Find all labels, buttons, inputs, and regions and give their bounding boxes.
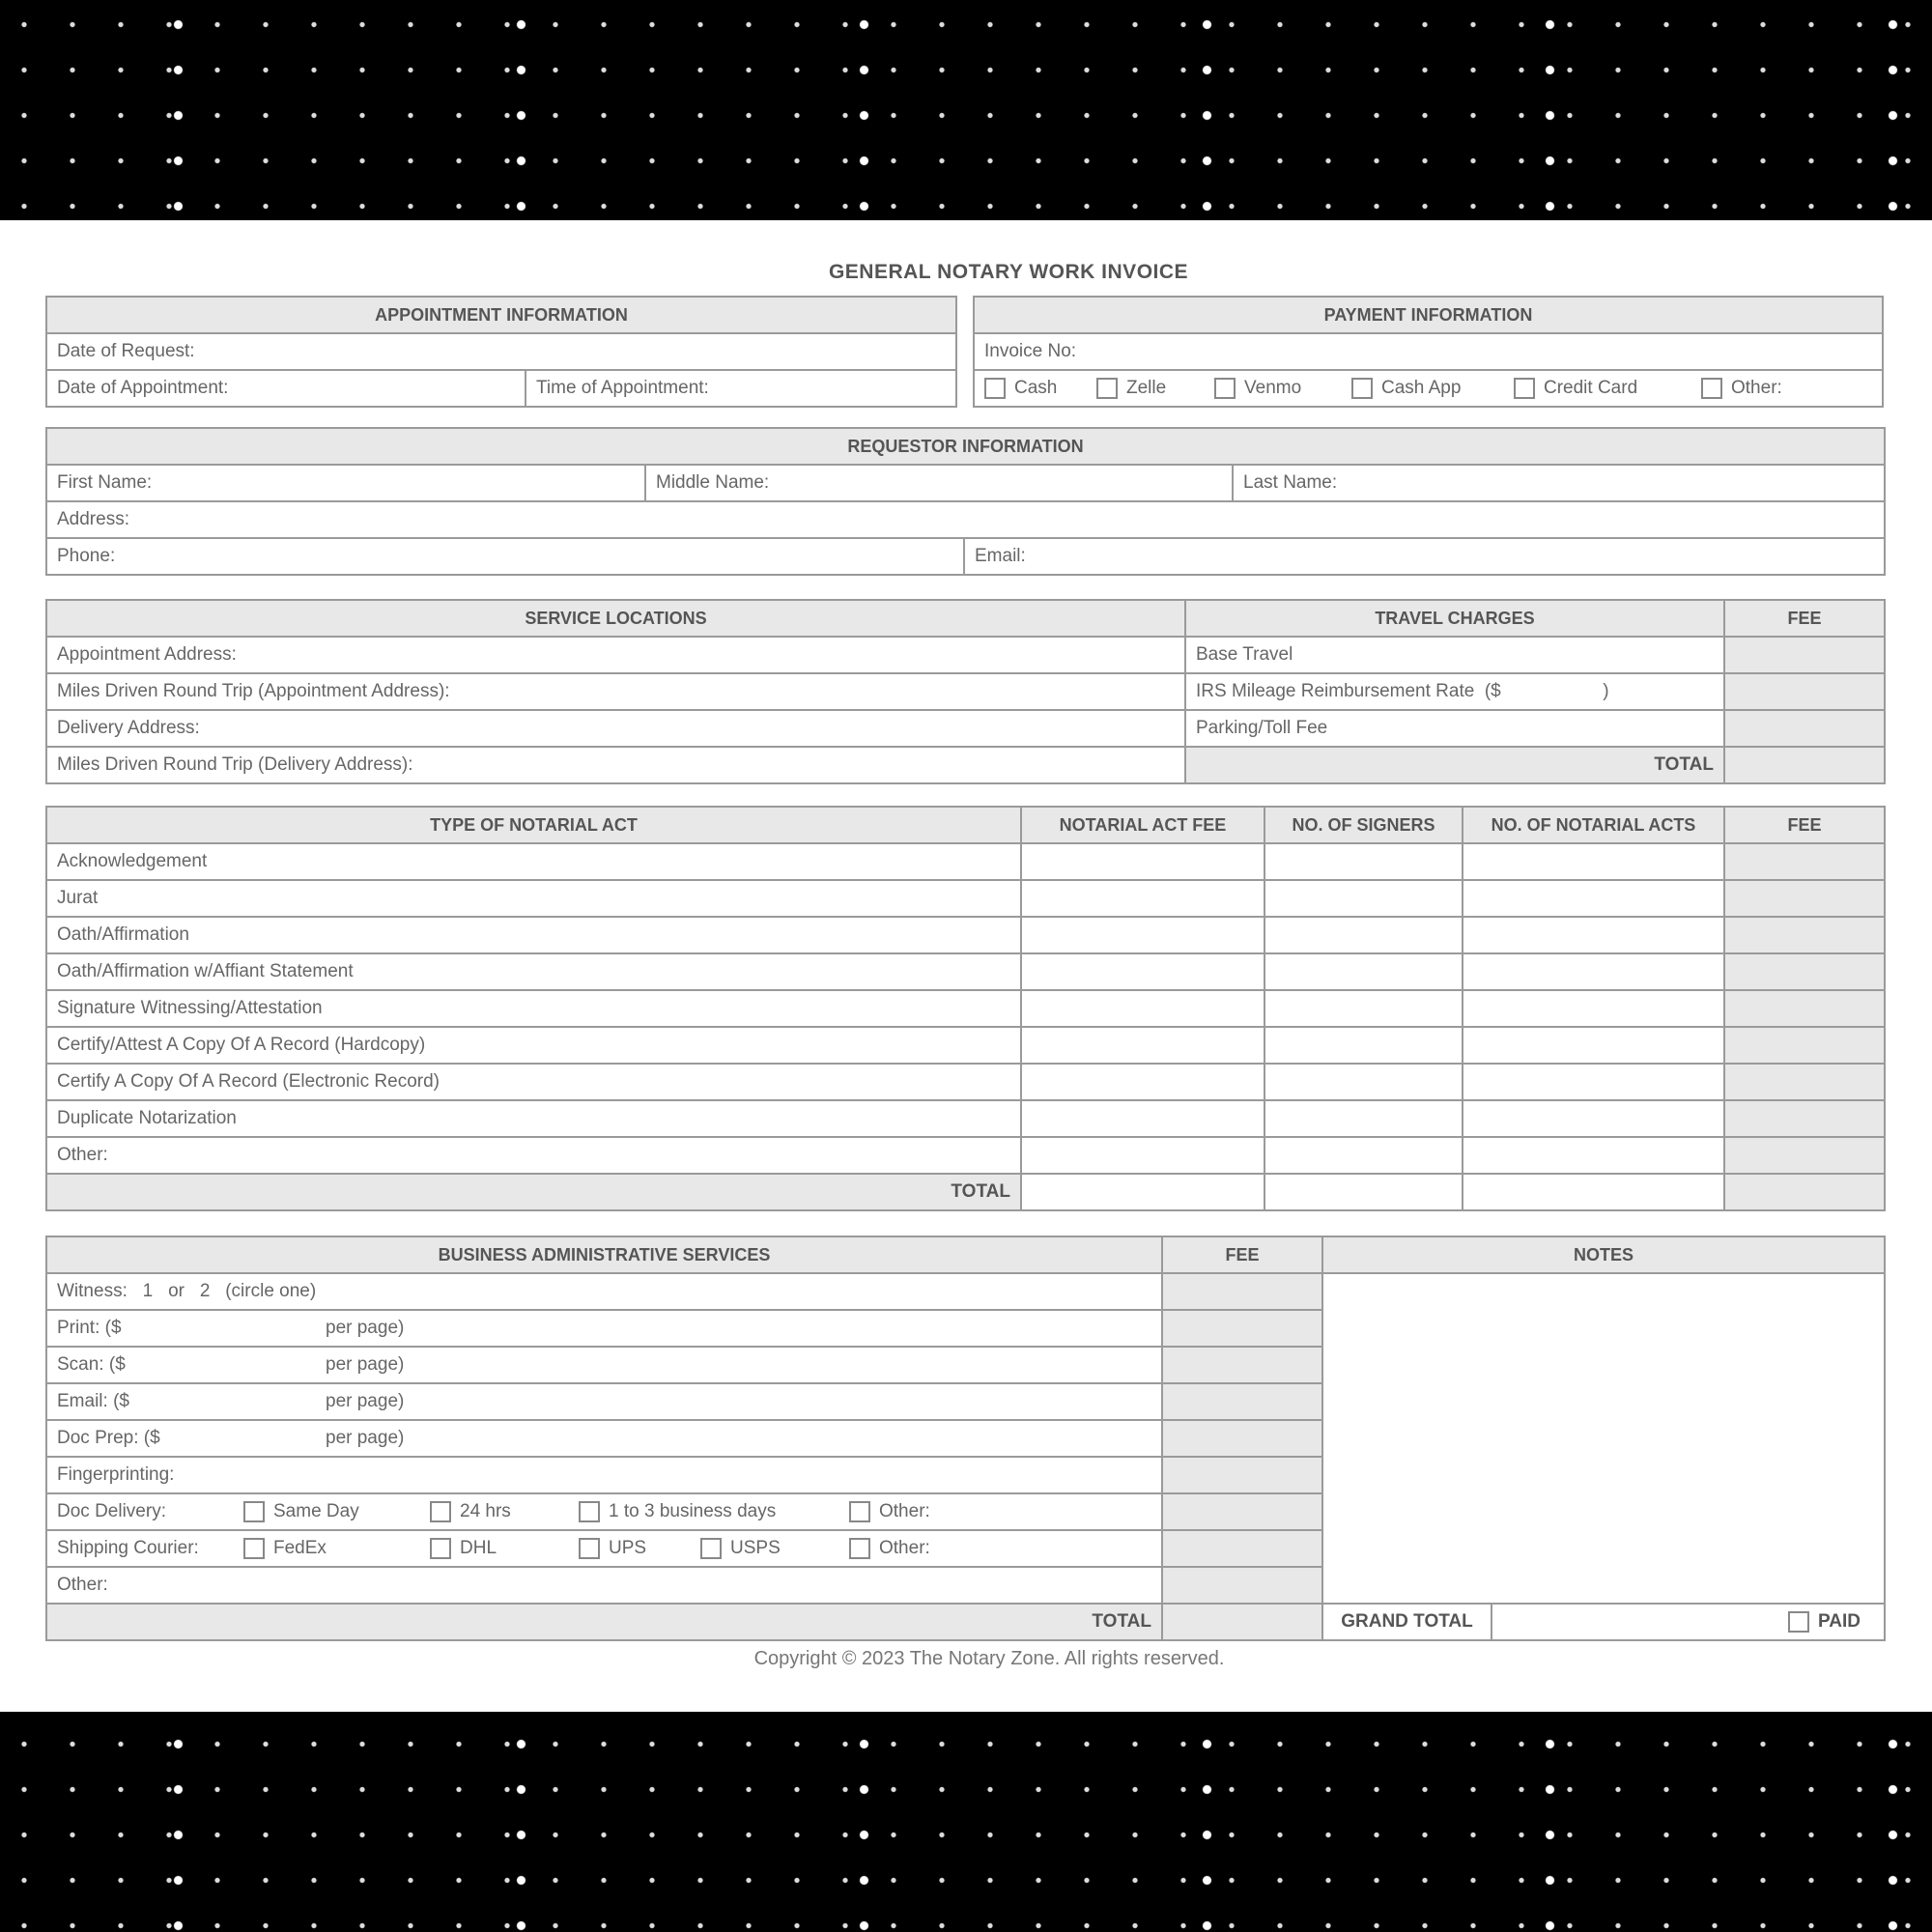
acts-count-cell[interactable]	[1463, 843, 1724, 880]
doc-delivery-row	[46, 1493, 1162, 1530]
top-dot-pattern	[0, 0, 1932, 220]
acts-count-cell[interactable]	[1463, 953, 1724, 990]
signers-cell[interactable]	[1264, 1064, 1463, 1100]
act-fee-cell[interactable]	[1021, 917, 1264, 953]
checkbox-icon[interactable]	[1701, 378, 1722, 399]
address-field[interactable]: Address:	[46, 501, 1885, 538]
fee-cell[interactable]	[1724, 1100, 1885, 1137]
fee-cell[interactable]	[1724, 880, 1885, 917]
payment-option-venmo[interactable]: Venmo	[1214, 378, 1351, 399]
act-fee-cell[interactable]	[1021, 953, 1264, 990]
act-fee-cell[interactable]	[1021, 1137, 1264, 1174]
acts-count-cell[interactable]	[1463, 917, 1724, 953]
delivery-option-1-to-3-days[interactable]: 1 to 3 business days	[579, 1501, 849, 1522]
checkbox-icon[interactable]	[700, 1538, 722, 1559]
checkbox-icon[interactable]	[849, 1538, 870, 1559]
checkbox-icon[interactable]	[579, 1538, 600, 1559]
act-type-label: Jurat	[46, 880, 1021, 917]
payment-methods-row	[974, 370, 1883, 407]
act-type-label: Acknowledgement	[46, 843, 1021, 880]
print-fee[interactable]	[1162, 1310, 1322, 1347]
shipping-option-fedex[interactable]: FedEx	[243, 1538, 430, 1559]
email-field[interactable]: Email:	[964, 538, 1885, 575]
checkbox-icon[interactable]	[1351, 378, 1373, 399]
act-type-label: Oath/Affirmation w/Affiant Statement	[46, 953, 1021, 990]
doc-delivery-fee[interactable]	[1162, 1493, 1322, 1530]
payment-option-zelle[interactable]: Zelle	[1096, 378, 1214, 399]
paid-checkbox[interactable]: PAID	[1788, 1611, 1861, 1633]
acts-count-cell[interactable]	[1463, 1027, 1724, 1064]
email-service-field[interactable]: Email: ($ per page)	[46, 1383, 1162, 1420]
signers-cell[interactable]	[1264, 843, 1463, 880]
scan-fee[interactable]	[1162, 1347, 1322, 1383]
delivery-option-24hrs[interactable]: 24 hrs	[430, 1501, 579, 1522]
invoice-number-field[interactable]: Invoice No:	[974, 333, 1883, 370]
checkbox-icon[interactable]	[849, 1501, 870, 1522]
grand-total-cell[interactable]	[1492, 1604, 1885, 1640]
acts-count-header: NO. OF NOTARIAL ACTS	[1463, 807, 1724, 843]
service-locations-table	[45, 599, 1886, 784]
signers-total[interactable]	[1264, 1174, 1463, 1210]
checkbox-icon[interactable]	[1788, 1611, 1809, 1633]
act-type-label: Certify A Copy Of A Record (Electronic Record)	[46, 1064, 1021, 1100]
appointment-table	[45, 296, 957, 408]
notarial-acts-table	[45, 806, 1886, 1211]
checkbox-icon[interactable]	[579, 1501, 600, 1522]
copyright-notice: Copyright © 2023 The Notary Zone. All rights reserved.	[753, 1648, 1225, 1669]
requestor-header: REQUESTOR INFORMATION	[46, 428, 1885, 465]
fee-cell[interactable]	[1724, 917, 1885, 953]
acts-count-cell[interactable]	[1463, 1100, 1724, 1137]
bottom-dot-pattern	[0, 1712, 1932, 1932]
invoice-title: GENERAL NOTARY WORK INVOICE	[828, 261, 1189, 283]
delivery-option-same-day[interactable]: Same Day	[243, 1501, 430, 1522]
signers-cell[interactable]	[1264, 990, 1463, 1027]
notarial-type-header: TYPE OF NOTARIAL ACT	[46, 807, 1021, 843]
notarial-total-label: TOTAL	[46, 1174, 1021, 1210]
business-other-fee[interactable]	[1162, 1567, 1322, 1604]
act-type-label: Duplicate Notarization	[46, 1100, 1021, 1137]
doc-prep-field[interactable]: Doc Prep: ($ per page)	[46, 1420, 1162, 1457]
travel-charges-header: TRAVEL CHARGES	[1185, 600, 1724, 637]
acts-count-cell[interactable]	[1463, 1064, 1724, 1100]
business-services-header: BUSINESS ADMINISTRATIVE SERVICES	[46, 1236, 1162, 1273]
notarial-fee-total[interactable]	[1724, 1174, 1885, 1210]
doc-delivery-label: Doc Delivery:	[57, 1500, 166, 1521]
date-of-request-field[interactable]: Date of Request:	[46, 333, 956, 370]
notes-header: NOTES	[1322, 1236, 1885, 1273]
irs-mileage-fee[interactable]	[1724, 673, 1885, 710]
email-service-fee[interactable]	[1162, 1383, 1322, 1420]
shipping-option-usps[interactable]: USPS	[700, 1538, 849, 1559]
signers-cell[interactable]	[1264, 1137, 1463, 1174]
parking-toll-label: Parking/Toll Fee	[1185, 710, 1724, 747]
shipping-option-dhl[interactable]: DHL	[430, 1538, 579, 1559]
act-fee-cell[interactable]	[1021, 843, 1264, 880]
requestor-table	[45, 427, 1886, 576]
signers-cell[interactable]	[1264, 917, 1463, 953]
business-total-label: TOTAL	[46, 1604, 1162, 1640]
scan-field[interactable]: Scan: ($ per page)	[46, 1347, 1162, 1383]
fingerprinting-fee[interactable]	[1162, 1457, 1322, 1493]
notarial-fee-header: FEE	[1724, 807, 1885, 843]
table-row	[46, 953, 1885, 990]
acts-count-cell[interactable]	[1463, 990, 1724, 1027]
acts-count-cell[interactable]	[1463, 1137, 1724, 1174]
payment-header: PAYMENT INFORMATION	[974, 297, 1883, 333]
travel-total-fee[interactable]	[1724, 747, 1885, 783]
signers-cell[interactable]	[1264, 1100, 1463, 1137]
acts-count-cell[interactable]	[1463, 880, 1724, 917]
payment-option-credit-card[interactable]: Credit Card	[1514, 378, 1701, 399]
appointment-address-field[interactable]: Appointment Address:	[46, 637, 1185, 673]
date-of-appointment-field[interactable]: Date of Appointment:	[46, 370, 526, 407]
signers-header: NO. OF SIGNERS	[1264, 807, 1463, 843]
act-fee-total[interactable]	[1021, 1174, 1264, 1210]
witness-field[interactable]: Witness: 1 or 2 (circle one)	[46, 1273, 1162, 1310]
witness-fee[interactable]	[1162, 1273, 1322, 1310]
table-row	[46, 1100, 1885, 1137]
fee-cell[interactable]	[1724, 1027, 1885, 1064]
act-fee-cell[interactable]	[1021, 990, 1264, 1027]
appointment-header: APPOINTMENT INFORMATION	[46, 297, 956, 333]
time-of-appointment-field[interactable]: Time of Appointment:	[526, 370, 956, 407]
act-type-label: Other:	[46, 1137, 1021, 1174]
business-services-table	[45, 1236, 1886, 1641]
business-total-fee[interactable]	[1162, 1604, 1322, 1640]
invoice-page	[0, 220, 1932, 1712]
middle-name-field[interactable]: Middle Name:	[645, 465, 1233, 501]
shipping-courier-fee[interactable]	[1162, 1530, 1322, 1567]
act-fee-cell[interactable]	[1021, 1027, 1264, 1064]
checkbox-icon[interactable]	[243, 1538, 265, 1559]
payment-option-other[interactable]: Other:	[1701, 378, 1782, 399]
fee-cell[interactable]	[1724, 843, 1885, 880]
base-travel-fee[interactable]	[1724, 637, 1885, 673]
table-row	[46, 1137, 1885, 1174]
first-name-field[interactable]: First Name:	[46, 465, 645, 501]
phone-field[interactable]: Phone:	[46, 538, 964, 575]
business-fee-header: FEE	[1162, 1236, 1322, 1273]
signers-cell[interactable]	[1264, 953, 1463, 990]
shipping-option-ups[interactable]: UPS	[579, 1538, 700, 1559]
fee-cell[interactable]	[1724, 953, 1885, 990]
checkbox-icon[interactable]	[430, 1501, 451, 1522]
business-other-field[interactable]: Other:	[46, 1567, 1162, 1604]
act-fee-cell[interactable]	[1021, 1100, 1264, 1137]
miles-appointment-field[interactable]: Miles Driven Round Trip (Appointment Address):	[46, 673, 1185, 710]
travel-fee-header: FEE	[1724, 600, 1885, 637]
shipping-courier-label: Shipping Courier:	[57, 1537, 199, 1558]
print-field[interactable]: Print: ($ per page)	[46, 1310, 1162, 1347]
fee-cell[interactable]	[1724, 1137, 1885, 1174]
payment-option-cash-app[interactable]: Cash App	[1351, 378, 1514, 399]
delivery-address-field[interactable]: Delivery Address:	[46, 710, 1185, 747]
fee-cell[interactable]	[1724, 990, 1885, 1027]
grand-total-label: GRAND TOTAL	[1322, 1604, 1492, 1640]
act-type-label: Signature Witnessing/Attestation	[46, 990, 1021, 1027]
checkbox-icon[interactable]	[1214, 378, 1236, 399]
payment-table	[973, 296, 1884, 408]
miles-delivery-field[interactable]: Miles Driven Round Trip (Delivery Address):	[46, 747, 1185, 783]
doc-prep-fee[interactable]	[1162, 1420, 1322, 1457]
notes-area[interactable]	[1322, 1273, 1885, 1604]
delivery-option-other[interactable]: Other:	[849, 1501, 930, 1522]
service-locations-header: SERVICE LOCATIONS	[46, 600, 1185, 637]
checkbox-icon[interactable]	[1096, 378, 1118, 399]
payment-option-cash[interactable]: Cash	[984, 378, 1096, 399]
travel-total-label: TOTAL	[1185, 747, 1724, 783]
table-row	[46, 880, 1885, 917]
table-row	[46, 917, 1885, 953]
parking-toll-fee[interactable]	[1724, 710, 1885, 747]
notarial-act-fee-header: NOTARIAL ACT FEE	[1021, 807, 1264, 843]
table-row	[46, 1064, 1885, 1100]
act-fee-cell[interactable]	[1021, 1064, 1264, 1100]
table-row	[46, 990, 1885, 1027]
signers-cell[interactable]	[1264, 880, 1463, 917]
checkbox-icon[interactable]	[430, 1538, 451, 1559]
act-fee-cell[interactable]	[1021, 880, 1264, 917]
base-travel-label: Base Travel	[1185, 637, 1724, 673]
fingerprinting-field[interactable]: Fingerprinting:	[46, 1457, 1162, 1493]
shipping-option-other[interactable]: Other:	[849, 1538, 930, 1559]
checkbox-icon[interactable]	[1514, 378, 1535, 399]
checkbox-icon[interactable]	[984, 378, 1006, 399]
acts-count-total[interactable]	[1463, 1174, 1724, 1210]
act-type-label: Oath/Affirmation	[46, 917, 1021, 953]
checkbox-icon[interactable]	[243, 1501, 265, 1522]
signers-cell[interactable]	[1264, 1027, 1463, 1064]
last-name-field[interactable]: Last Name:	[1233, 465, 1885, 501]
shipping-courier-row	[46, 1530, 1162, 1567]
irs-mileage-label: IRS Mileage Reimbursement Rate ($ )	[1185, 673, 1724, 710]
act-type-label: Certify/Attest A Copy Of A Record (Hardcopy)	[46, 1027, 1021, 1064]
table-row	[46, 843, 1885, 880]
table-row	[46, 1027, 1885, 1064]
fee-cell[interactable]	[1724, 1064, 1885, 1100]
